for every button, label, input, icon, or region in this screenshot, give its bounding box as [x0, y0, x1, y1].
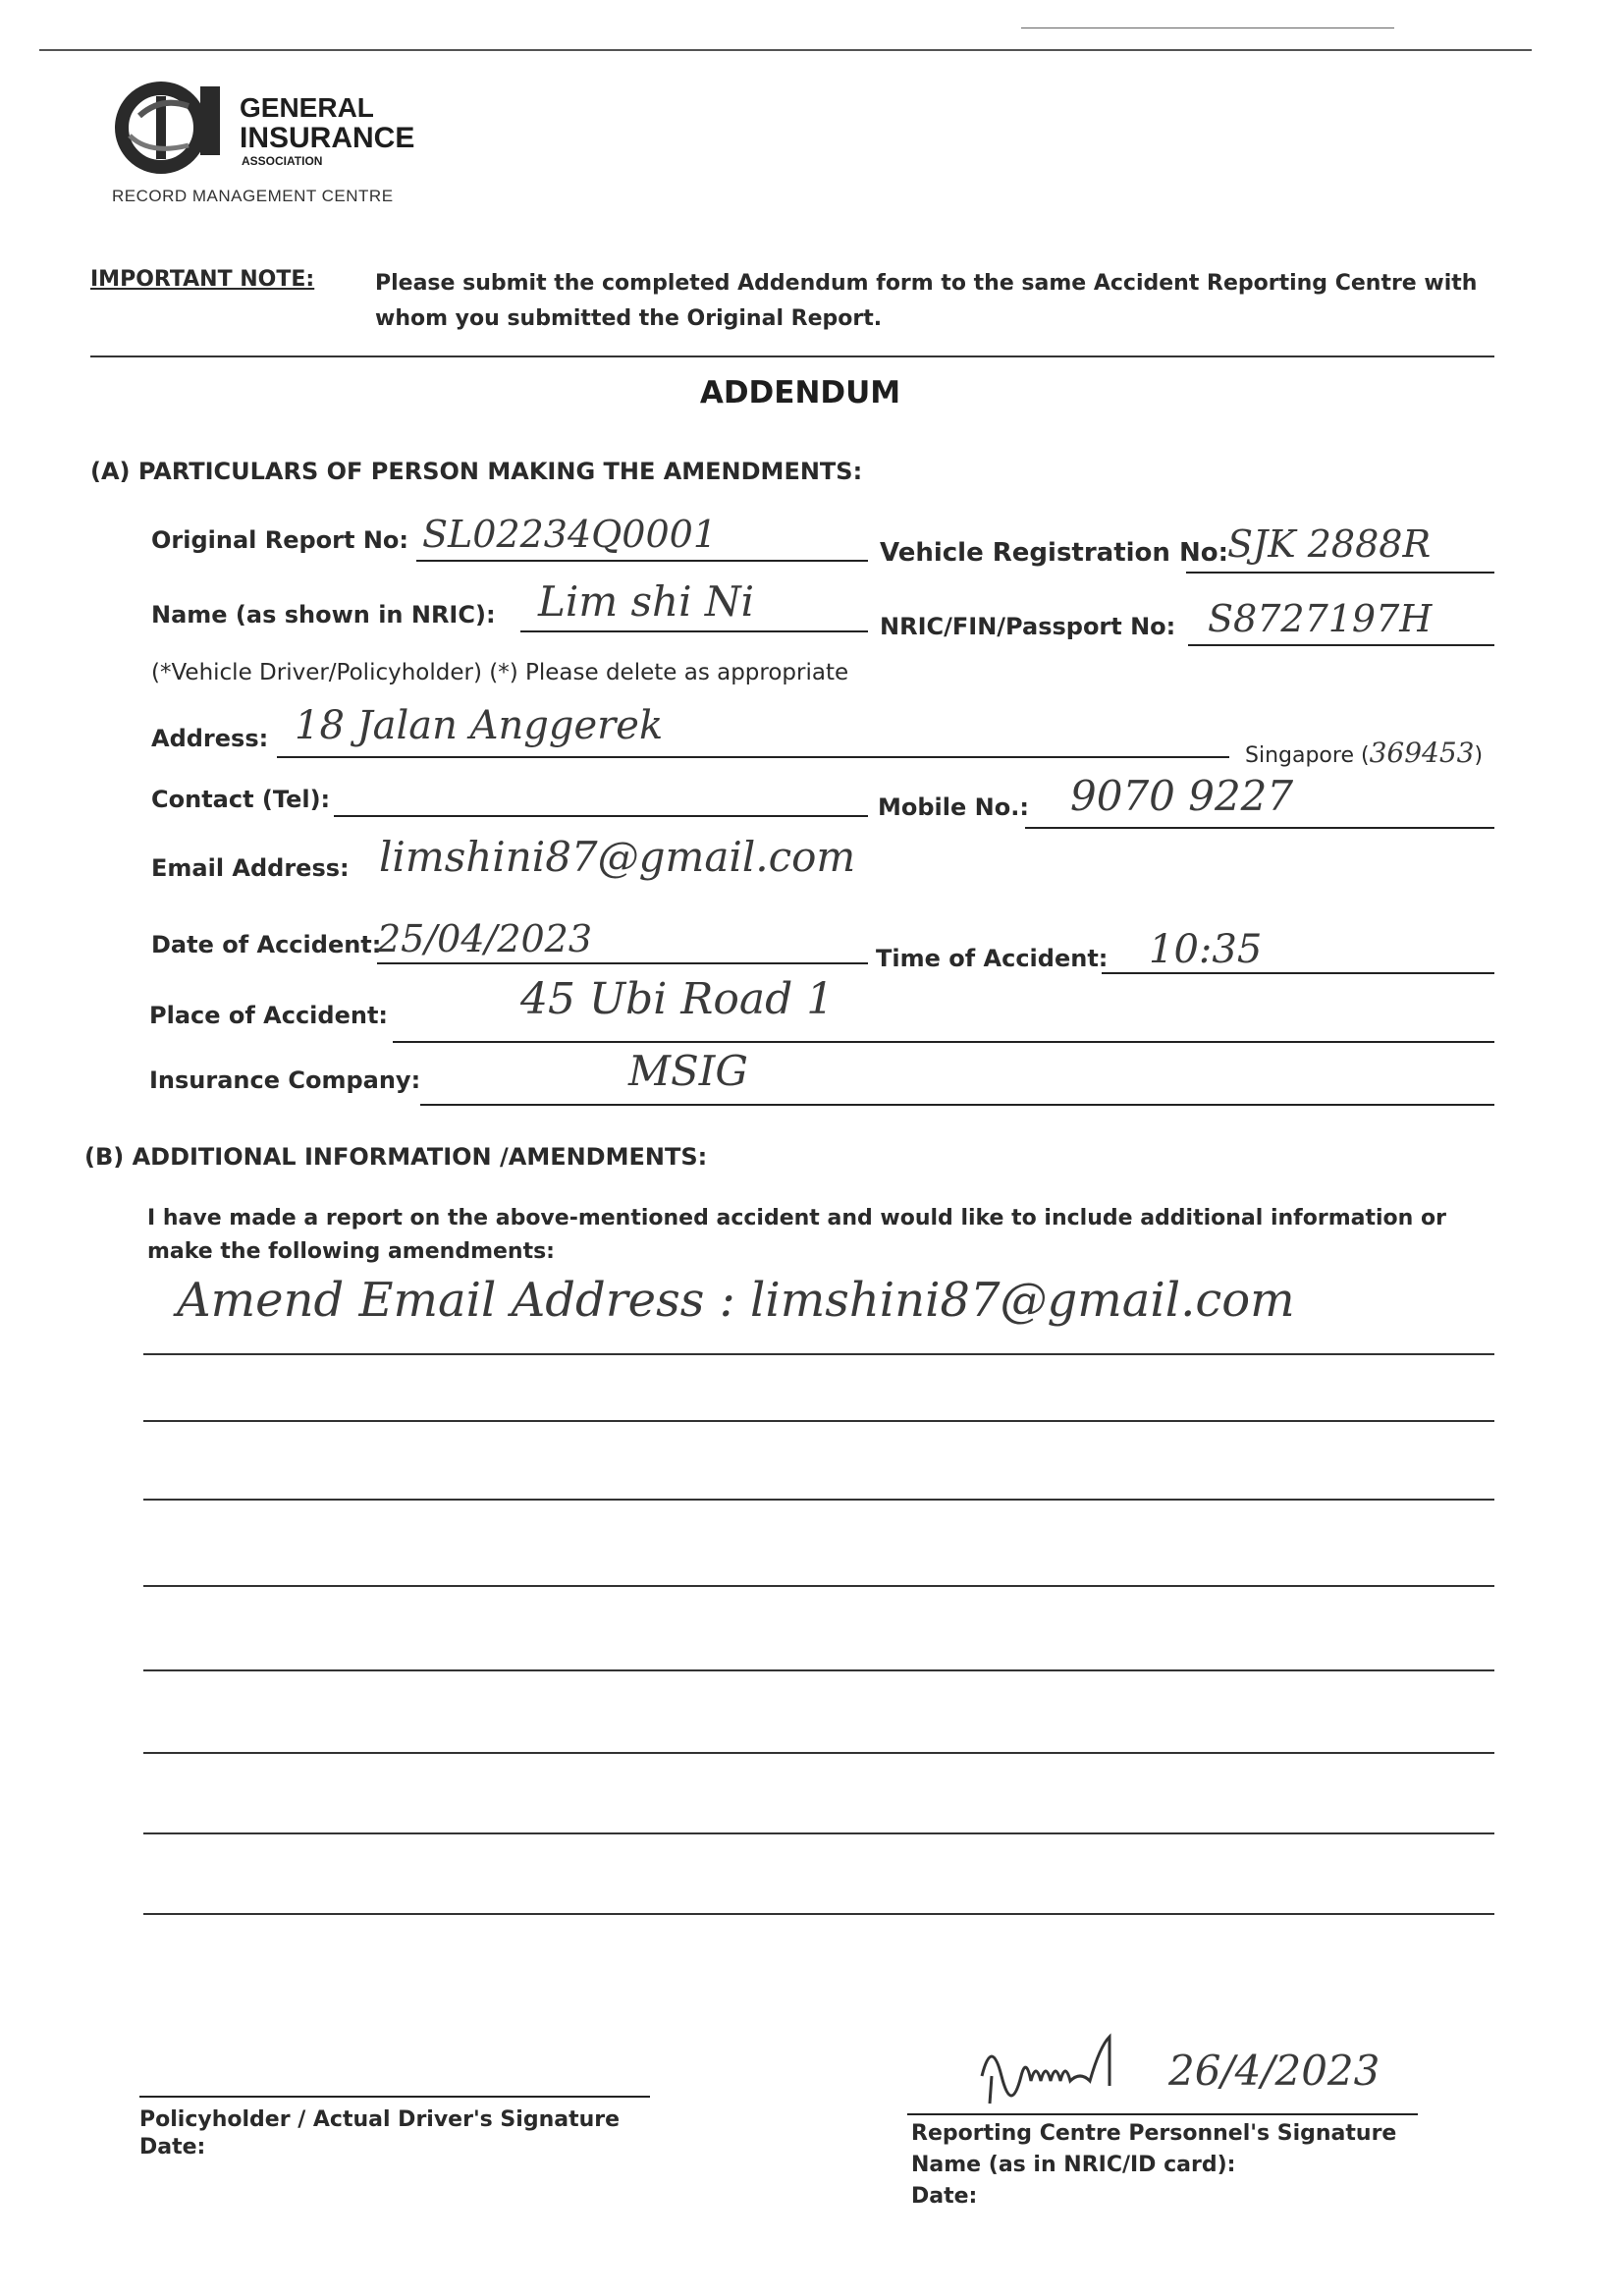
mobile-underline — [1025, 827, 1494, 829]
vehicle-reg-underline — [1186, 572, 1494, 574]
centre-signature-line — [907, 2113, 1418, 2115]
date-of-accident-value[interactable]: 25/04/2023 — [377, 917, 593, 960]
postal-code-value[interactable]: 369453 — [1369, 737, 1475, 769]
contact-underline — [334, 815, 868, 817]
amendment-text[interactable]: Amend Email Address : limshini87@gmail.com — [177, 1273, 1295, 1328]
policyholder-date-label: Date: — [139, 2135, 206, 2159]
note-divider — [90, 355, 1494, 357]
nric-label: NRIC/FIN/Passport No: — [880, 613, 1176, 640]
name-underline — [520, 630, 868, 632]
important-note-label: IMPORTANT NOTE: — [90, 267, 315, 292]
original-report-value[interactable]: SL02234Q0001 — [422, 513, 718, 556]
mobile-label: Mobile No.: — [878, 793, 1029, 821]
amendment-line — [143, 1499, 1494, 1501]
logo-line-general: GENERAL — [240, 92, 374, 123]
singapore-close: ) — [1474, 743, 1484, 768]
time-underline — [1102, 972, 1494, 974]
vehicle-reg-label: Vehicle Registration No: — [880, 538, 1228, 568]
policyholder-signature-label: Policyholder / Actual Driver's Signature — [139, 2107, 621, 2132]
logo-line-association: ASSOCIATION — [242, 154, 323, 168]
address-label: Address: — [151, 725, 269, 752]
centre-signature-label: Reporting Centre Personnel's Signature — [911, 2121, 1397, 2146]
original-report-label: Original Report No: — [151, 526, 408, 554]
amendment-line — [143, 1585, 1494, 1587]
amendment-line — [143, 1913, 1494, 1915]
nric-underline — [1188, 644, 1494, 646]
addendum-title: ADDENDUM — [699, 375, 901, 410]
amendment-line — [143, 1669, 1494, 1671]
top-scan-line-2 — [1021, 27, 1394, 28]
insurance-underline — [420, 1104, 1494, 1106]
insurance-company-label: Insurance Company: — [149, 1066, 421, 1094]
record-management-centre: RECORD MANAGEMENT CENTRE — [112, 187, 394, 205]
name-value[interactable]: Lim shi Ni — [538, 577, 755, 626]
vehicle-reg-value[interactable]: SJK 2888R — [1227, 522, 1432, 566]
address-value[interactable]: 18 Jalan Anggerek — [295, 703, 664, 748]
address-underline — [277, 756, 1229, 758]
section-a-heading: (A) PARTICULARS OF PERSON MAKING THE AMENDMENTS: — [90, 458, 863, 485]
amendment-line — [143, 1353, 1494, 1355]
centre-date-label: Date: — [911, 2184, 978, 2209]
important-note-line1: Please submit the completed Addendum form to the same Accident Reporting Centre with — [375, 271, 1478, 296]
top-scan-line — [39, 49, 1532, 51]
section-b-heading: (B) ADDITIONAL INFORMATION /AMENDMENTS: — [84, 1143, 708, 1171]
time-of-accident-label: Time of Accident: — [876, 945, 1109, 972]
place-of-accident-label: Place of Accident: — [149, 1002, 389, 1029]
mobile-value[interactable]: 9070 9227 — [1070, 772, 1294, 820]
section-b-intro-line2: make the following amendments: — [147, 1239, 555, 1264]
singapore-label — [1245, 737, 1483, 769]
driver-policyholder-note: (*Vehicle Driver/Policyholder) (*) Please delete as appropriate — [151, 660, 849, 685]
important-note-line2: whom you submitted the Original Report. — [375, 306, 883, 331]
email-value[interactable]: limshini87@gmail.com — [379, 833, 856, 881]
singapore-text: Singapore ( — [1245, 743, 1370, 768]
nric-value[interactable]: S8727197H — [1208, 597, 1433, 640]
date-underline — [377, 962, 868, 964]
centre-signature-scribble — [972, 2027, 1168, 2105]
original-report-underline — [416, 560, 868, 562]
gia-logo — [110, 77, 434, 209]
place-of-accident-value[interactable]: 45 Ubi Road 1 — [520, 974, 835, 1024]
amendment-line — [143, 1420, 1494, 1422]
centre-name-label: Name (as in NRIC/ID card): — [911, 2153, 1236, 2177]
place-underline — [393, 1041, 1494, 1043]
date-of-accident-label: Date of Accident: — [151, 931, 382, 958]
contact-label: Contact (Tel): — [151, 786, 331, 813]
name-label: Name (as shown in NRIC): — [151, 601, 496, 629]
policyholder-signature-line — [139, 2096, 650, 2098]
insurance-company-value[interactable]: MSIG — [628, 1047, 748, 1095]
logo-line-insurance: INSURANCE — [240, 122, 415, 154]
gia-emblem-icon — [110, 77, 247, 175]
amendment-line — [143, 1752, 1494, 1754]
email-label: Email Address: — [151, 854, 350, 882]
amendment-line — [143, 1832, 1494, 1834]
centre-signature-date[interactable]: 26/4/2023 — [1168, 2047, 1380, 2095]
time-of-accident-value[interactable]: 10:35 — [1149, 927, 1263, 972]
section-b-intro-line1: I have made a report on the above-mentioned accident and would like to include additional information or — [147, 1206, 1446, 1230]
